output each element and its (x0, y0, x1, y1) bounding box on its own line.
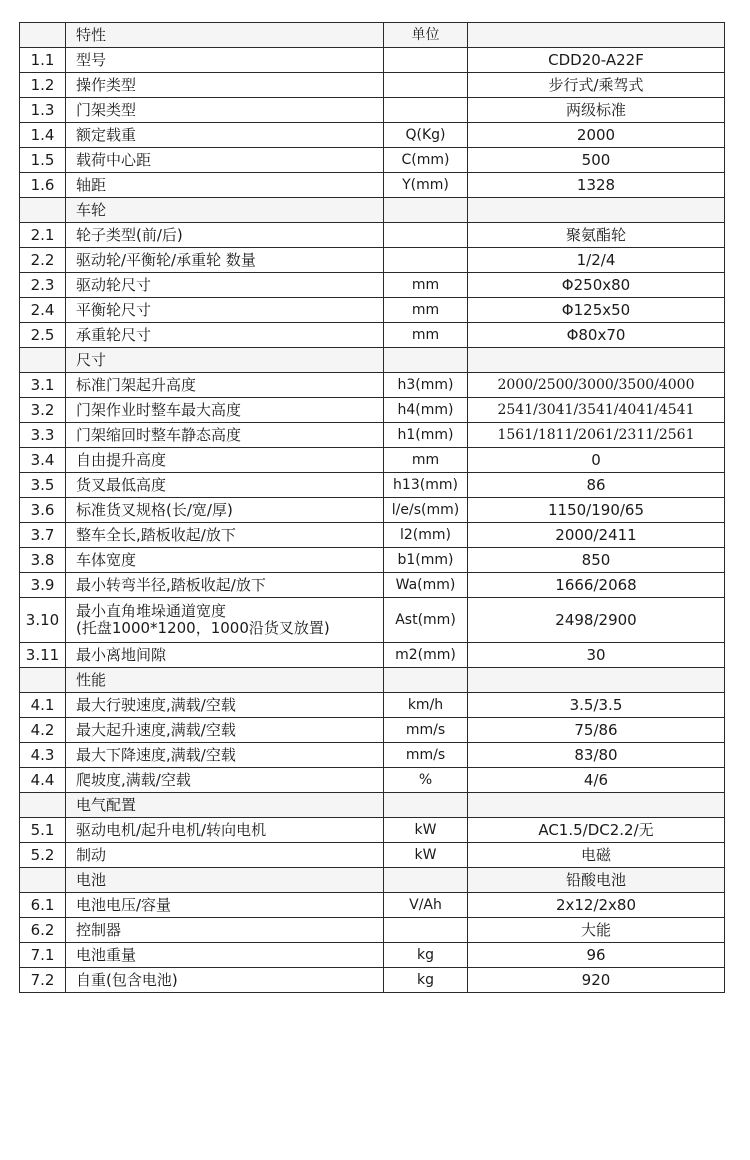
feature-cell: 轮子类型(前/后) (66, 223, 384, 248)
unit-cell: kg (384, 943, 468, 968)
value-cell: 大能 (468, 918, 725, 943)
table-row (20, 718, 725, 743)
row-number-cell: 7.2 (20, 968, 66, 993)
value-cell: 1666/2068 (468, 573, 725, 598)
feature-cell: 电池重量 (66, 943, 384, 968)
feature-cell: 最大起升速度,满载/空载 (66, 718, 384, 743)
table-row (20, 448, 725, 473)
feature-cell: 控制器 (66, 918, 384, 943)
unit-cell: Q(Kg) (384, 123, 468, 148)
table-row (20, 373, 725, 398)
unit-cell: kg (384, 968, 468, 993)
table-row (20, 893, 725, 918)
feature-cell: 制动 (66, 843, 384, 868)
row-number-cell: 3.7 (20, 523, 66, 548)
unit-cell (384, 668, 468, 693)
feature-cell: 最大下降速度,满载/空载 (66, 743, 384, 768)
value-cell: 86 (468, 473, 725, 498)
section-title: 尺寸 (66, 348, 384, 373)
unit-cell: mm/s (384, 718, 468, 743)
section-title: 车轮 (66, 198, 384, 223)
row-number-cell: 3.3 (20, 423, 66, 448)
header-value-cell (468, 23, 725, 48)
feature-cell: 标准门架起升高度 (66, 373, 384, 398)
value-cell: 2000 (468, 123, 725, 148)
feature-cell: 承重轮尺寸 (66, 323, 384, 348)
feature-cell: 自重(包含电池) (66, 968, 384, 993)
value-cell (468, 793, 725, 818)
value-cell: 1150/190/65 (468, 498, 725, 523)
unit-cell: b1(mm) (384, 548, 468, 573)
section-row (20, 868, 725, 893)
value-cell: 1561/1811/2061/2311/2561 (468, 423, 725, 448)
unit-cell (384, 868, 468, 893)
row-number-cell: 3.8 (20, 548, 66, 573)
feature-cell: 最大行驶速度,满载/空载 (66, 693, 384, 718)
table-row (20, 248, 725, 273)
value-cell: 3.5/3.5 (468, 693, 725, 718)
unit-cell (384, 348, 468, 373)
value-cell: Φ80x70 (468, 323, 725, 348)
unit-cell (384, 223, 468, 248)
row-number-cell: 2.2 (20, 248, 66, 273)
row-number-cell: 1.2 (20, 73, 66, 98)
unit-cell: mm (384, 273, 468, 298)
section-row (20, 793, 725, 818)
table-row (20, 423, 725, 448)
unit-cell: kW (384, 818, 468, 843)
unit-cell (384, 248, 468, 273)
row-number-cell: 3.2 (20, 398, 66, 423)
unit-cell: Y(mm) (384, 173, 468, 198)
value-cell (468, 668, 725, 693)
table-row (20, 498, 725, 523)
table-row (20, 148, 725, 173)
unit-cell (384, 98, 468, 123)
value-cell: 4/6 (468, 768, 725, 793)
row-number-cell: 3.1 (20, 373, 66, 398)
row-number-cell (20, 793, 66, 818)
value-cell: 920 (468, 968, 725, 993)
row-number-cell: 3.11 (20, 643, 66, 668)
value-cell: 聚氨酯轮 (468, 223, 725, 248)
unit-cell: mm (384, 298, 468, 323)
feature-cell: 轴距 (66, 173, 384, 198)
table-row (20, 98, 725, 123)
feature-cell: 操作类型 (66, 73, 384, 98)
feature-cell: 车体宽度 (66, 548, 384, 573)
value-cell: 铅酸电池 (468, 868, 725, 893)
feature-cell: 驱动电机/起升电机/转向电机 (66, 818, 384, 843)
unit-cell: m2(mm) (384, 643, 468, 668)
unit-cell: mm (384, 448, 468, 473)
table-row (20, 918, 725, 943)
row-number-cell (20, 348, 66, 373)
unit-cell: l/e/s(mm) (384, 498, 468, 523)
table-row (20, 398, 725, 423)
feature-cell: 型号 (66, 48, 384, 73)
value-cell: 96 (468, 943, 725, 968)
row-number-cell: 4.1 (20, 693, 66, 718)
row-number-cell: 6.2 (20, 918, 66, 943)
table-row (20, 223, 725, 248)
table-row (20, 643, 725, 668)
row-number-cell: 3.9 (20, 573, 66, 598)
table-row (20, 273, 725, 298)
unit-cell: mm (384, 323, 468, 348)
row-number-cell: 2.3 (20, 273, 66, 298)
feature-cell: 门架作业时整车最大高度 (66, 398, 384, 423)
spec-table (19, 22, 725, 993)
table-row (20, 73, 725, 98)
unit-cell (384, 73, 468, 98)
value-cell: 2000/2500/3000/3500/4000 (468, 373, 725, 398)
table-row (20, 123, 725, 148)
feature-cell: 标准货叉规格(长/宽/厚) (66, 498, 384, 523)
table-row (20, 298, 725, 323)
row-number-cell: 1.1 (20, 48, 66, 73)
feature-cell: 驱动轮/平衡轮/承重轮 数量 (66, 248, 384, 273)
table-row (20, 323, 725, 348)
unit-cell (384, 48, 468, 73)
unit-cell: kW (384, 843, 468, 868)
unit-cell: km/h (384, 693, 468, 718)
unit-cell: C(mm) (384, 148, 468, 173)
table-row (20, 843, 725, 868)
feature-cell: 货叉最低高度 (66, 473, 384, 498)
row-number-cell: 1.3 (20, 98, 66, 123)
row-number-cell: 3.10 (20, 598, 66, 643)
section-row (20, 198, 725, 223)
row-number-cell (20, 868, 66, 893)
row-number-cell: 4.2 (20, 718, 66, 743)
row-number-cell: 4.3 (20, 743, 66, 768)
unit-cell: h3(mm) (384, 373, 468, 398)
feature-cell: 电池电压/容量 (66, 893, 384, 918)
value-cell: 500 (468, 148, 725, 173)
table-row (20, 173, 725, 198)
section-row (20, 348, 725, 373)
table-row (20, 693, 725, 718)
feature-note: (托盘1000*1200，1000沿货叉放置) (76, 619, 330, 637)
value-cell: 2x12/2x80 (468, 893, 725, 918)
section-row (20, 668, 725, 693)
header-unit-cell: 单位 (384, 23, 468, 48)
unit-cell: h1(mm) (384, 423, 468, 448)
row-number-cell: 3.6 (20, 498, 66, 523)
row-number-cell: 5.2 (20, 843, 66, 868)
feature-cell: 自由提升高度 (66, 448, 384, 473)
row-number-cell: 7.1 (20, 943, 66, 968)
value-cell: 83/80 (468, 743, 725, 768)
row-number-cell: 1.6 (20, 173, 66, 198)
value-cell: 2000/2411 (468, 523, 725, 548)
unit-cell: Ast(mm) (384, 598, 468, 643)
section-title: 性能 (66, 668, 384, 693)
row-number-cell: 2.4 (20, 298, 66, 323)
value-cell: 75/86 (468, 718, 725, 743)
value-cell (468, 348, 725, 373)
feature-cell: 最小转弯半径,踏板收起/放下 (66, 573, 384, 598)
row-number-cell (20, 198, 66, 223)
value-cell: 电磁 (468, 843, 725, 868)
value-cell: 2541/3041/3541/4041/4541 (468, 398, 725, 423)
unit-cell: h13(mm) (384, 473, 468, 498)
unit-cell (384, 198, 468, 223)
unit-cell: V/Ah (384, 893, 468, 918)
row-number-cell: 3.5 (20, 473, 66, 498)
feature-cell: 驱动轮尺寸 (66, 273, 384, 298)
feature-cell: 最小离地间隙 (66, 643, 384, 668)
value-cell: 0 (468, 448, 725, 473)
value-cell: 步行式/乘驾式 (468, 73, 725, 98)
value-cell: CDD20-A22F (468, 48, 725, 73)
value-cell: 1328 (468, 173, 725, 198)
section-title: 电气配置 (66, 793, 384, 818)
value-cell: 850 (468, 548, 725, 573)
value-cell (468, 198, 725, 223)
table-header-row (20, 23, 725, 48)
row-number-cell: 1.5 (20, 148, 66, 173)
row-number-cell: 1.4 (20, 123, 66, 148)
header-number-cell (20, 23, 66, 48)
table-row (20, 548, 725, 573)
table-row (20, 818, 725, 843)
header-feature-cell: 特性 (66, 23, 384, 48)
unit-cell: % (384, 768, 468, 793)
section-title: 电池 (66, 868, 384, 893)
table-row (20, 743, 725, 768)
feature-cell: 额定载重 (66, 123, 384, 148)
spec-table-body (20, 23, 725, 993)
table-row (20, 768, 725, 793)
table-row (20, 573, 725, 598)
table-row (20, 473, 725, 498)
table-row (20, 598, 725, 643)
feature-cell (66, 598, 384, 643)
feature-cell: 爬坡度,满载/空载 (66, 768, 384, 793)
table-row (20, 968, 725, 993)
row-number-cell: 2.1 (20, 223, 66, 248)
value-cell: 30 (468, 643, 725, 668)
table-row (20, 48, 725, 73)
unit-cell: Wa(mm) (384, 573, 468, 598)
row-number-cell (20, 668, 66, 693)
row-number-cell: 6.1 (20, 893, 66, 918)
value-cell: 1/2/4 (468, 248, 725, 273)
feature-cell: 平衡轮尺寸 (66, 298, 384, 323)
value-cell: Φ250x80 (468, 273, 725, 298)
value-cell: Φ125x50 (468, 298, 725, 323)
feature-cell: 整车全长,踏板收起/放下 (66, 523, 384, 548)
row-number-cell: 4.4 (20, 768, 66, 793)
table-row (20, 523, 725, 548)
unit-cell: h4(mm) (384, 398, 468, 423)
unit-cell: l2(mm) (384, 523, 468, 548)
row-number-cell: 5.1 (20, 818, 66, 843)
value-cell: 2498/2900 (468, 598, 725, 643)
unit-cell (384, 918, 468, 943)
feature-cell: 载荷中心距 (66, 148, 384, 173)
table-row (20, 943, 725, 968)
value-cell: AC1.5/DC2.2/无 (468, 818, 725, 843)
row-number-cell: 2.5 (20, 323, 66, 348)
feature-cell: 门架缩回时整车静态高度 (66, 423, 384, 448)
feature-line: 最小直角堆垛通道宽度 (76, 602, 227, 620)
value-cell: 两级标准 (468, 98, 725, 123)
row-number-cell: 3.4 (20, 448, 66, 473)
feature-cell: 门架类型 (66, 98, 384, 123)
unit-cell: mm/s (384, 743, 468, 768)
unit-cell (384, 793, 468, 818)
